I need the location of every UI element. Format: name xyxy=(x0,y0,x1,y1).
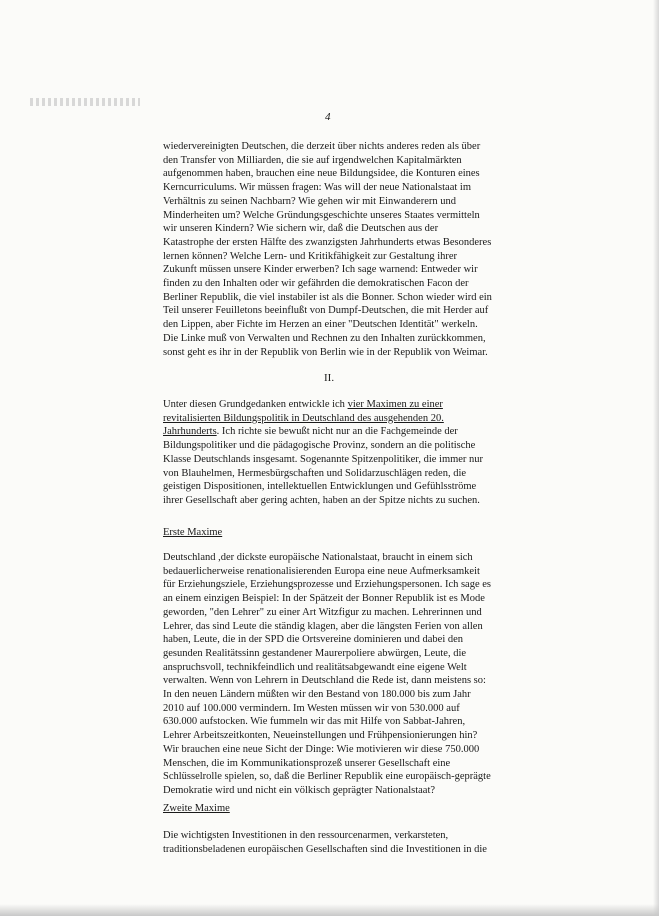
text-line: Zukunft müssen unsere Kinder erwerben? Ich sage warnend: Entweder wir xyxy=(163,264,478,276)
text-line: sonst geht es ihr in der Republik von Berlin wie in der Republik von Weimar. xyxy=(163,346,488,358)
text-line: In den neuen Ländern müßten wir den Bestand von 180.000 bis zum Jahr xyxy=(163,689,471,701)
text-line: Lehrer Arbeitszeitkonten, Neueinstellungen und Frühpensionierungen hin? xyxy=(163,730,478,742)
text-line: Teil unserer Feuilletons beeinflußt von Dumpf-Deutschen, die mit Herder auf xyxy=(163,305,489,317)
text-line: aufgenommen haben, brauchen eine neue Bildungsidee, die Konturen eines xyxy=(163,168,480,180)
scan-edge-right xyxy=(653,0,659,916)
text-line: Kerncurriculums. Wir müssen fragen: Was will der neue Nationalstaat im xyxy=(163,182,472,194)
text-line: wiedervereinigten Deutschen, die derzeit über nichts anderes reden als über xyxy=(163,141,481,152)
text-line: den Lippen, aber Fichte im Herzen an einer "Deutschen Identität" werkeln. xyxy=(163,319,478,331)
text-line: wir unseren Kindern? Wie sichern wir, daß die Deutschen aus der xyxy=(163,223,439,235)
text-line: für Erziehungsziele, Erziehungsprozesse und Erziehungspersonen. Ich sage es xyxy=(163,579,492,591)
text-line: den Transfer von Milliarden, die sie auf irgendwelchen Kapitalmärkten xyxy=(163,154,462,166)
paragraph-2 xyxy=(163,398,509,508)
text-line: von Blauhelmen, Hermesbürgschaften und Solidarzuschlägen reden, die xyxy=(163,467,467,479)
text-line: Katastrophe der ersten Hälfte des zwanzigsten Jahrhunderts etwas Besonderes xyxy=(163,236,492,248)
text-line: 2010 auf 100.000 vermindern. Im Westen müssen wir von 530.000 auf xyxy=(163,702,460,714)
paragraph-2-line-1: Unter diesen Grundgedanken entwickle ich vier Maximen zu einer xyxy=(163,399,443,410)
paragraph-3 xyxy=(163,551,509,798)
text-line: Klasse Deutschlands insgesamt. Sogenannte Spitzenpolitiker, die immer nur xyxy=(163,453,484,465)
page-number: 4 xyxy=(325,111,331,123)
text-line: traditionsbeladenen europäischen Gesellschaften sind die Investitionen in die xyxy=(163,843,487,855)
text-line: finden zu den Inhalten oder wir gefährden die demokratischen Facon der xyxy=(163,278,469,290)
text-line: an einem einzigen Beispiel: In der Spätzeit der Bonner Republik ist es Mode xyxy=(163,593,485,605)
text-line: Wir brauchen eine neue Sicht der Dinge: Wie motivieren wir diese 750.000 xyxy=(163,743,480,755)
text-line: 630.000 aufstocken. Wie fummeln wir das mit Hilfe von Sabbat-Jahren, xyxy=(163,716,466,728)
paragraph-2-rest xyxy=(163,439,509,508)
text-line: haben, Leute, die in der SPD die Ortsvereine dominieren und dabei den xyxy=(163,634,464,646)
text-line: geistigen Dispositionen, intellektuellen Entwicklungen und Gefühlsströme xyxy=(163,481,477,493)
section-heading-roman-2: II. xyxy=(324,372,335,384)
underlined-phrase: vier Maximen zu einer xyxy=(347,399,443,410)
text-line: Verhältnis zu seinen Nachbarn? Wie gehen wir mit Einwanderern und xyxy=(163,195,456,207)
scan-edge-bottom xyxy=(0,904,659,916)
heading-erste-maxime: Erste Maxime xyxy=(163,527,223,538)
heading-zweite-maxime: Zweite Maxime xyxy=(163,803,230,814)
text-line: lernen können? Welche Lern- und Kritikfähigkeit zur Gestaltung ihrer xyxy=(163,250,458,262)
scan-artifact-mark xyxy=(30,98,140,106)
text-line: Menschen, die im Kommunikationsprozeß unserer Gesellschaft eine xyxy=(163,757,451,769)
text-line: Bildungspolitiker und die pädagogische Provinz, sondern an die politische xyxy=(163,440,476,452)
text-line: Die wichtigsten Investitionen in den ressourcenarmen, verkarsteten, xyxy=(163,830,449,841)
text-line: Schlüsselrolle spielen, so, daß die Berliner Republik eine europäisch-geprägte xyxy=(163,771,491,783)
text-line: Berliner Republik, die viel instabiler ist als die Bonner. Schon wieder wird ein xyxy=(163,291,492,303)
text-line: bedauerlicherweise renationalisierenden Europa eine neue Aufmerksamkeit xyxy=(163,565,480,577)
paragraph-2-line-3: Jahrhunderts. Ich richte sie bewußt nicht nur an die Fachgemeinde der xyxy=(163,426,458,438)
text-line: verwalten. Wenn von Lehrern in Deutschland die Rede ist, dann meistens so: xyxy=(163,675,486,687)
paragraph-2-line-2: revitalisierten Bildungspolitik in Deutschland des ausgehenden 20. xyxy=(163,412,444,424)
paragraph-4 xyxy=(163,829,509,856)
text-line: Die Linke muß von Verwalten und Rechnen zu den Inhalten zurückkommen, xyxy=(163,332,486,344)
text-line: Deutschland ,der dickste europäische Nationalstaat, braucht in einem sich xyxy=(163,552,473,563)
text-line: anspruchsvoll, technikfeindlich und realitätsabgewandt eine eigene Welt xyxy=(163,661,467,673)
text-line: ihrer Gesellschaft aber gering achten, haben an der Spitze nichts zu suchen. xyxy=(163,494,480,506)
text-line: Demokratie wird und nicht ein völkisch geprägter Nationalstaat? xyxy=(163,784,436,796)
paragraph-1 xyxy=(163,140,509,359)
text-line: geworden, "den Lehrer" zu einer Art Witzfigur zu machen. Lehrerinnen und xyxy=(163,606,482,618)
text-line: gesunden Realitätssinn gestandener Maurerpoliere abwürgen, Leute, die xyxy=(163,647,467,659)
text-line: Lehrer, das sind Leute die ständig klagen, aber die längsten Ferien von allen xyxy=(163,620,483,632)
text-line: Minderheiten um? Welche Gründungsgeschichte unseres Staates vermitteln xyxy=(163,209,480,221)
